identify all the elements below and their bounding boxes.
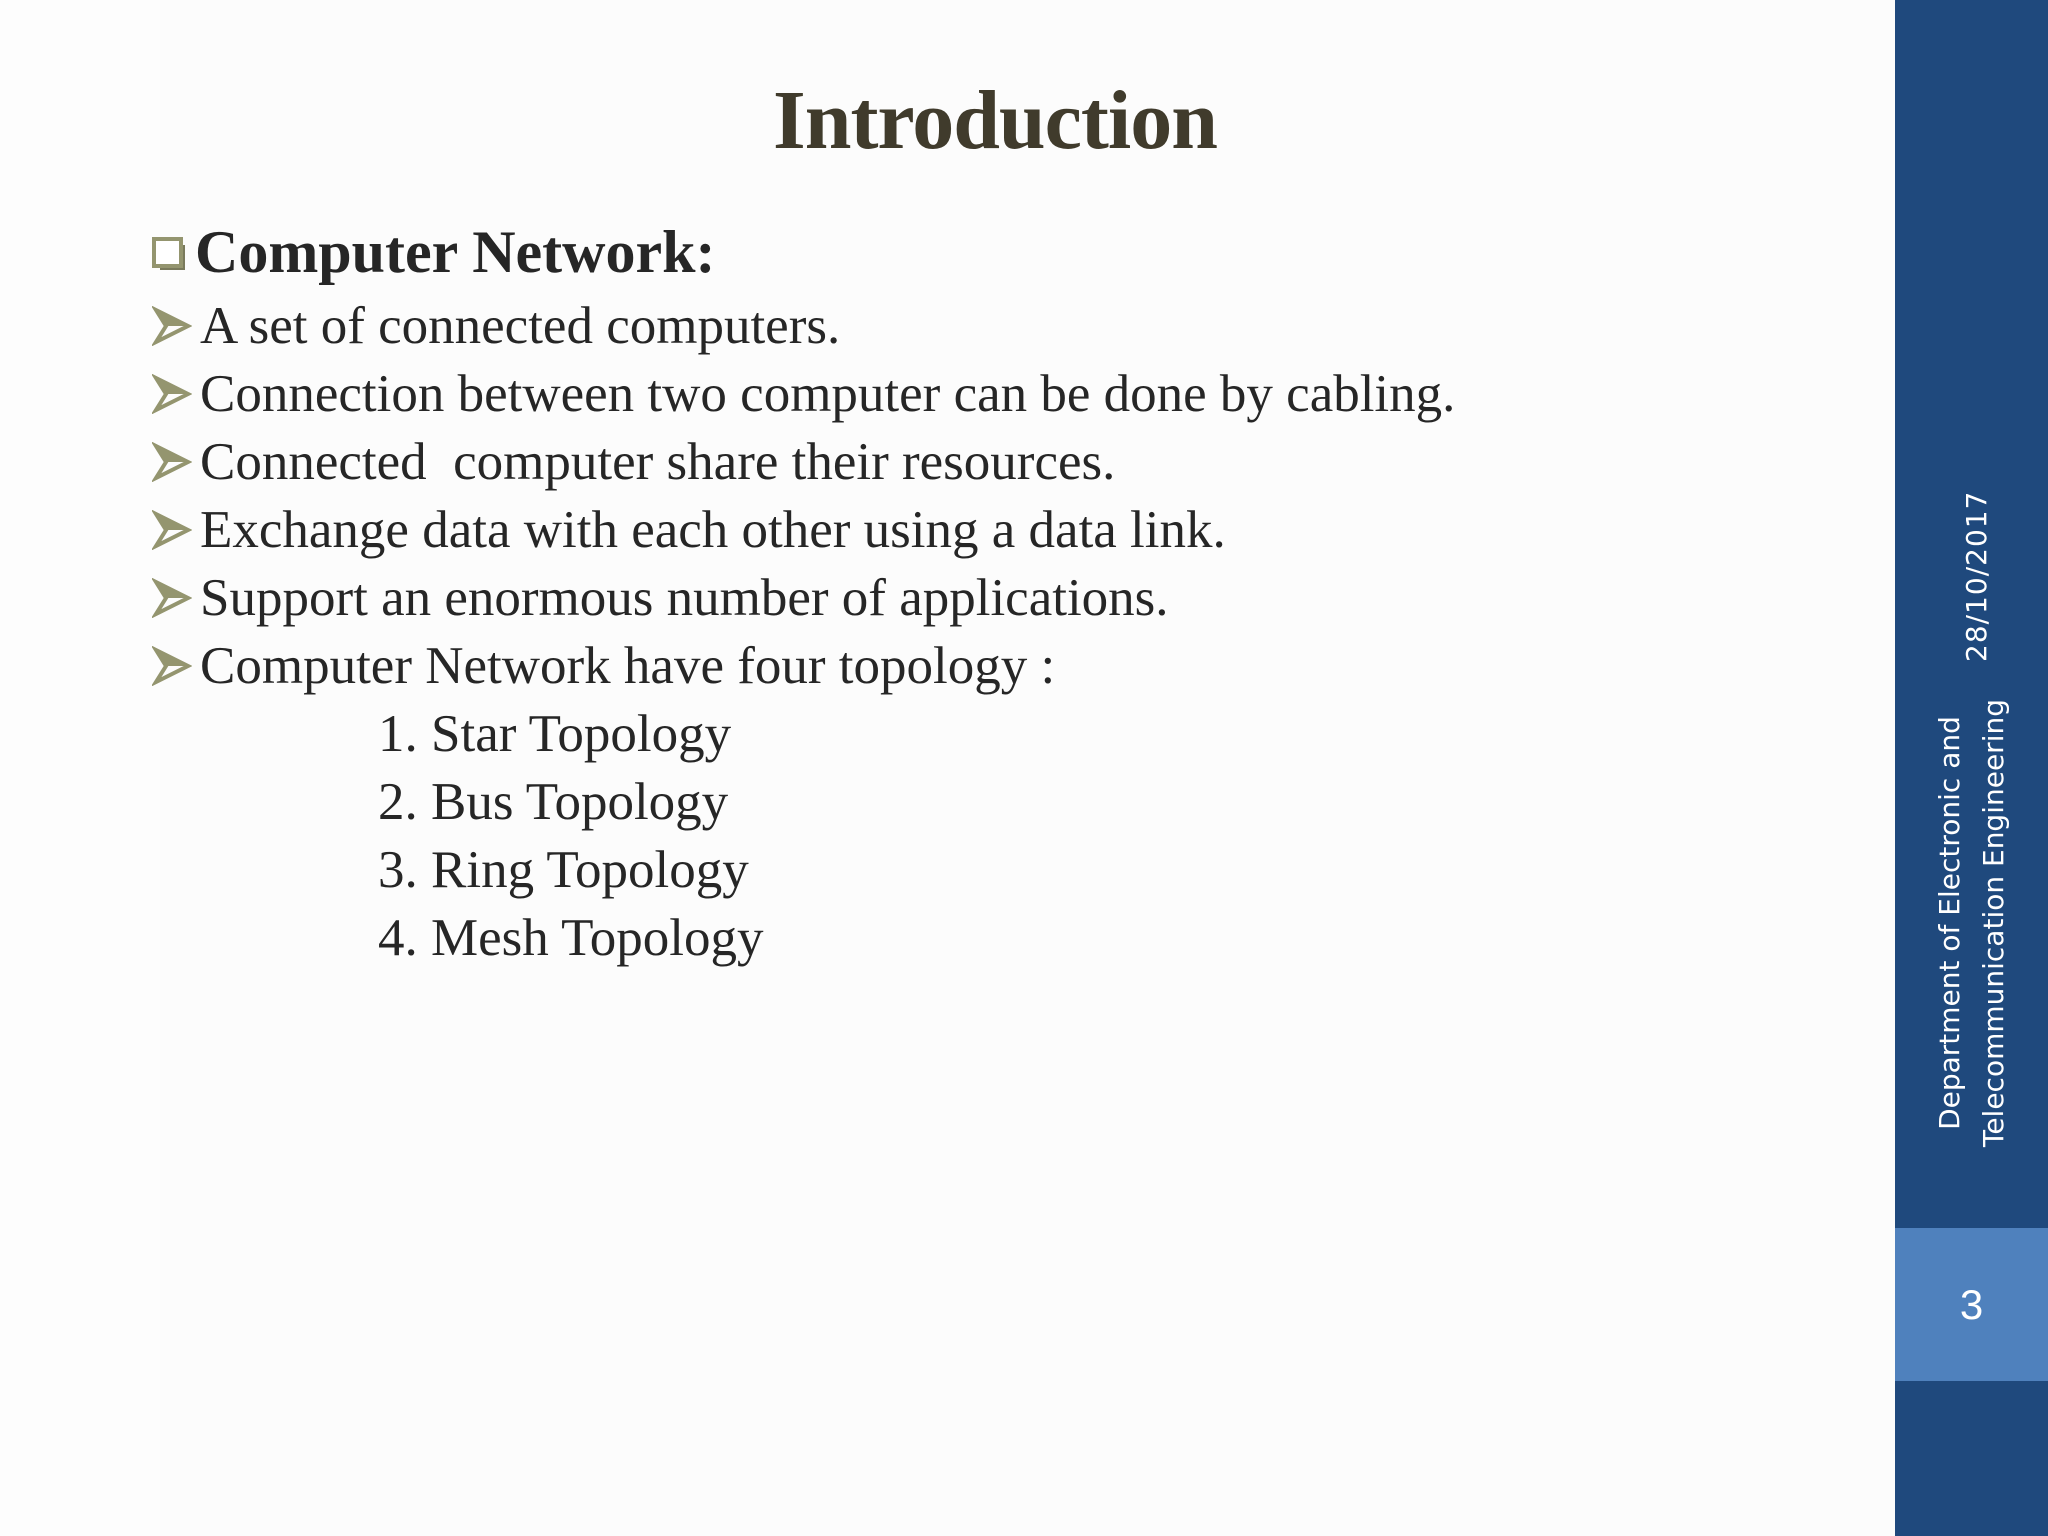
topology-item: 4. Mesh Topology [378,909,764,967]
bullet-text: Support an enormous number of applications. [200,569,1169,627]
topology-item: 2. Bus Topology [378,773,729,831]
topology-list [378,700,763,972]
list-item [152,360,1455,428]
bullet-text: Exchange data with each other using a data link. [200,501,1226,559]
section-heading [152,218,715,287]
list-item [152,564,1455,632]
bullet-list [152,292,1455,700]
list-item [152,428,1455,496]
department-label [1928,698,2016,1148]
arrow-bullet-icon [152,510,192,550]
square-bullet-icon [152,237,187,272]
topology-item: 1. Star Topology [378,705,732,763]
arrow-bullet-icon [152,442,192,482]
bullet-text: Connection between two computer can be done by cabling. [200,365,1456,423]
arrow-bullet-icon [152,578,192,618]
list-item [152,496,1455,564]
arrow-bullet-icon [152,306,192,346]
bullet-text: Connected computer share their resources. [200,433,1116,491]
list-item [152,632,1455,700]
section-heading-text: Computer Network: [195,219,716,285]
slide-title: Introduction [773,74,1217,167]
department-line-2: Telecommunication Engineering [1977,699,2010,1148]
list-item [152,292,1455,360]
page-number: 3 [1895,1228,2048,1381]
arrow-bullet-icon [152,374,192,414]
bullet-text: Computer Network have four topology : [200,637,1056,695]
arrow-bullet-icon [152,646,192,686]
department-line-1: Department of Electronic and [1933,716,1966,1130]
slide-date: 28/10/2017 [1960,490,1993,662]
topology-item: 3. Ring Topology [378,841,749,899]
bullet-text: A set of connected computers. [200,297,841,355]
